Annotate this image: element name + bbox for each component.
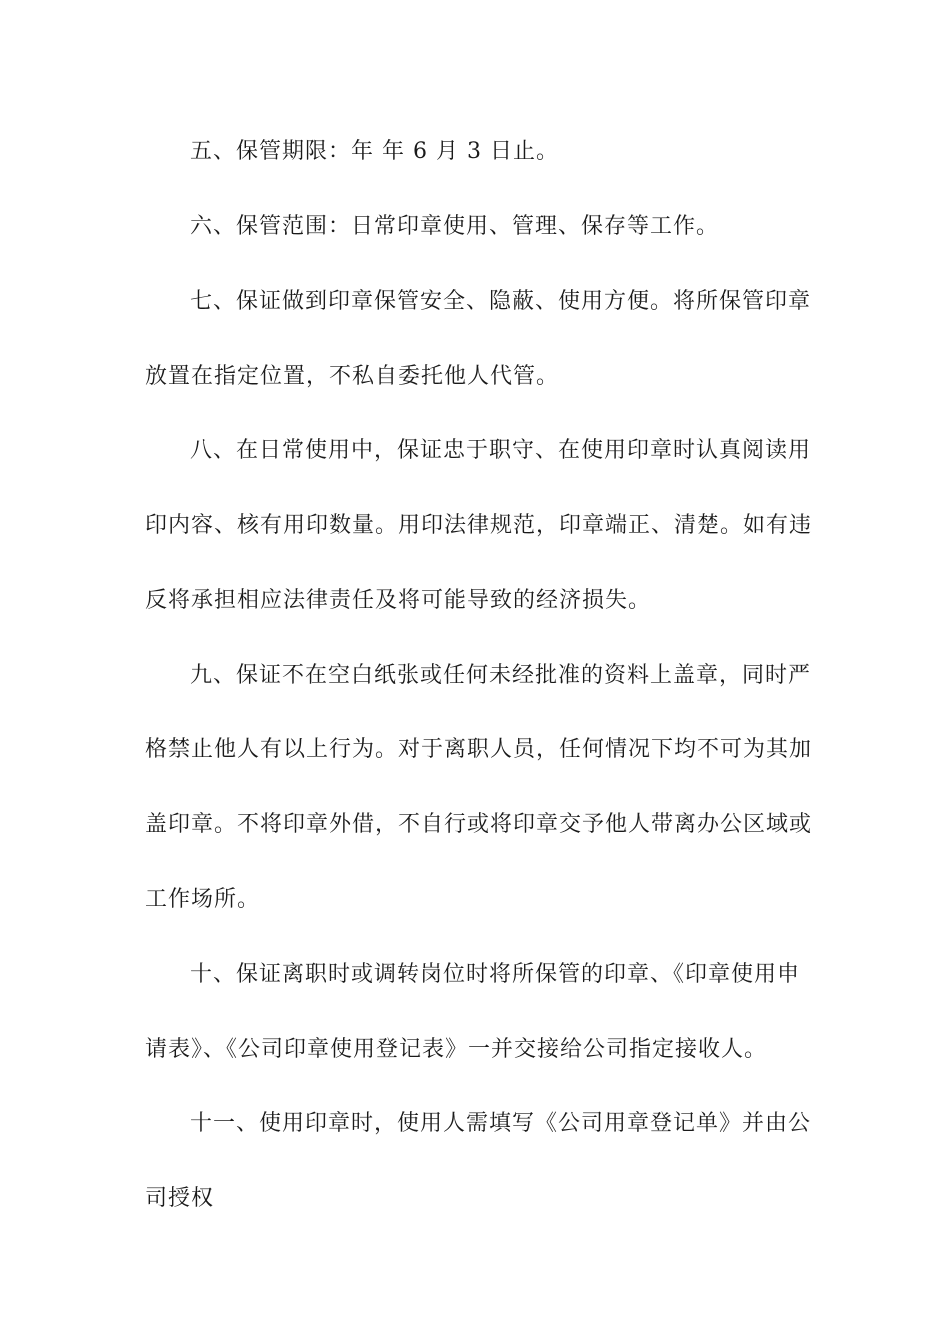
paragraph-10-line-2: 请表》、《公司印章使用登记表》一并交接给公司指定接收人。	[145, 1037, 768, 1062]
paragraph-9-line-1: 九、保证不在空白纸张或任何未经批准的资料上盖章，同时严	[190, 663, 812, 688]
paragraph-8-line-1: 八、在日常使用中，保证忠于职守、在使用印章时认真阅读用	[190, 438, 812, 463]
paragraph-11-line-1: 十一、使用印章时，使用人需填写《公司用章登记单》并由公	[190, 1111, 812, 1136]
paragraph-5-line-1: 五、保管期限：年 年 6 月 3 日止。	[190, 139, 559, 164]
paragraph-11-line-2: 司授权	[145, 1186, 215, 1211]
paragraph-10-line-1: 十、保证离职时或调转岗位时将所保管的印章、《印章使用申	[190, 962, 801, 987]
paragraph-6-line-1: 六、保管范围：日常印章使用、管理、保存等工作。	[190, 214, 720, 239]
paragraph-9-line-3: 盖印章。不将印章外借，不自行或将印章交予他人带离办公区域或	[145, 812, 813, 837]
paragraph-9-line-2: 格禁止他人有以上行为。对于离职人员，任何情况下均不可为其加	[145, 737, 813, 762]
paragraph-9-line-4: 工作场所。	[145, 887, 261, 912]
paragraph-8-line-3: 反将承担相应法律责任及将可能导致的经济损失。	[145, 588, 652, 613]
paragraph-8-line-2: 印内容、核有用印数量。用印法律规范，印章端正、清楚。如有违	[145, 513, 813, 538]
paragraph-7-line-2: 放置在指定位置，不私自委托他人代管。	[145, 364, 560, 389]
paragraph-7-line-1: 七、保证做到印章保管安全、隐蔽、使用方便。将所保管印章	[190, 289, 812, 314]
